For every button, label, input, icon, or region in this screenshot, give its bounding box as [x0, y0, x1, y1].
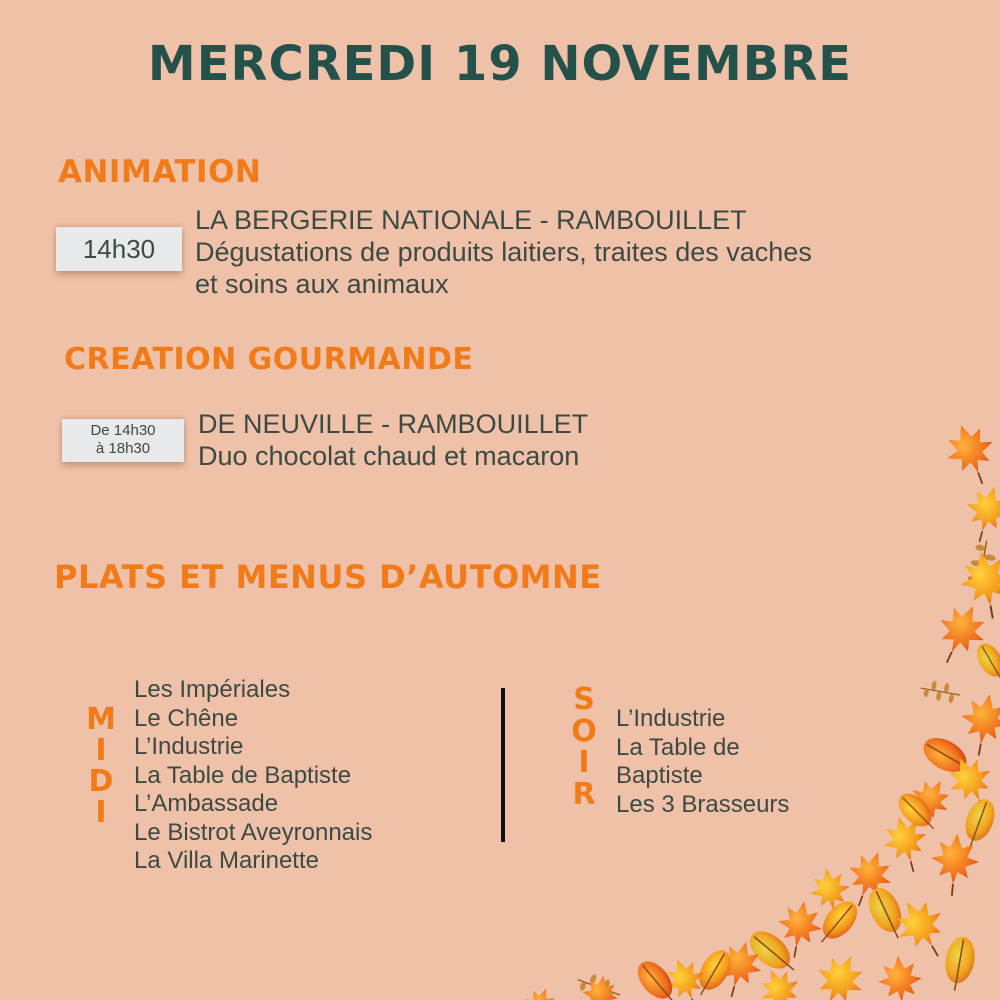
time-badge [56, 227, 182, 271]
restaurant-item: Les Impériales [134, 676, 291, 703]
midi-letter: M [86, 702, 116, 737]
time-badge-start: De 14h30 [90, 422, 156, 439]
time-badge [62, 419, 184, 462]
soir-letter: S [573, 682, 595, 717]
midi-letter: I [95, 733, 107, 768]
soir-letter: R [572, 776, 596, 812]
time-badge-label: 14h30 [82, 234, 156, 264]
section-title-menus: PLATS ET MENUS D’AUTOMNE [54, 558, 602, 596]
event-animation [195, 204, 812, 300]
restaurant-item: L’Industrie [616, 705, 726, 732]
event-description: et soins aux animaux [195, 269, 449, 299]
event-venue: LA BERGERIE NATIONALE - RAMBOUILLET [195, 205, 747, 235]
restaurant-item: Baptiste [616, 762, 703, 789]
soir-letter: I [578, 745, 590, 780]
restaurant-item: Le Chêne [134, 704, 239, 732]
restaurant-item: L’Industrie [134, 733, 244, 760]
soir-letter: O [571, 713, 597, 749]
midi-letter: I [95, 795, 107, 830]
section-title-animation: ANIMATION [58, 154, 262, 190]
midi-label [86, 704, 116, 828]
page-title: MERCREDI 19 NOVEMBRE [147, 36, 853, 92]
restaurant-item: La Table de [616, 733, 740, 761]
midi-restaurant-list [134, 676, 372, 876]
restaurant-item: La Table de Baptiste [134, 761, 352, 789]
restaurant-item: Le Bistrot Aveyronnais [134, 818, 373, 846]
event-description: Duo chocolat chaud et macaron [198, 441, 580, 471]
restaurant-item: La Villa Marinette [134, 847, 319, 874]
restaurant-item: Les 3 Brasseurs [616, 790, 790, 818]
autumn-leaves-icon [500, 420, 1000, 1000]
time-badge-end: à 18h30 [95, 440, 151, 457]
event-venue: DE NEUVILLE - RAMBOUILLET [198, 409, 589, 439]
midi-letter: D [88, 764, 114, 799]
section-title-creation: CREATION GOURMANDE [64, 342, 474, 377]
restaurant-item: L’Ambassade [134, 790, 279, 817]
event-description: Dégustations de produits laitiers, traites des vaches [195, 237, 812, 267]
